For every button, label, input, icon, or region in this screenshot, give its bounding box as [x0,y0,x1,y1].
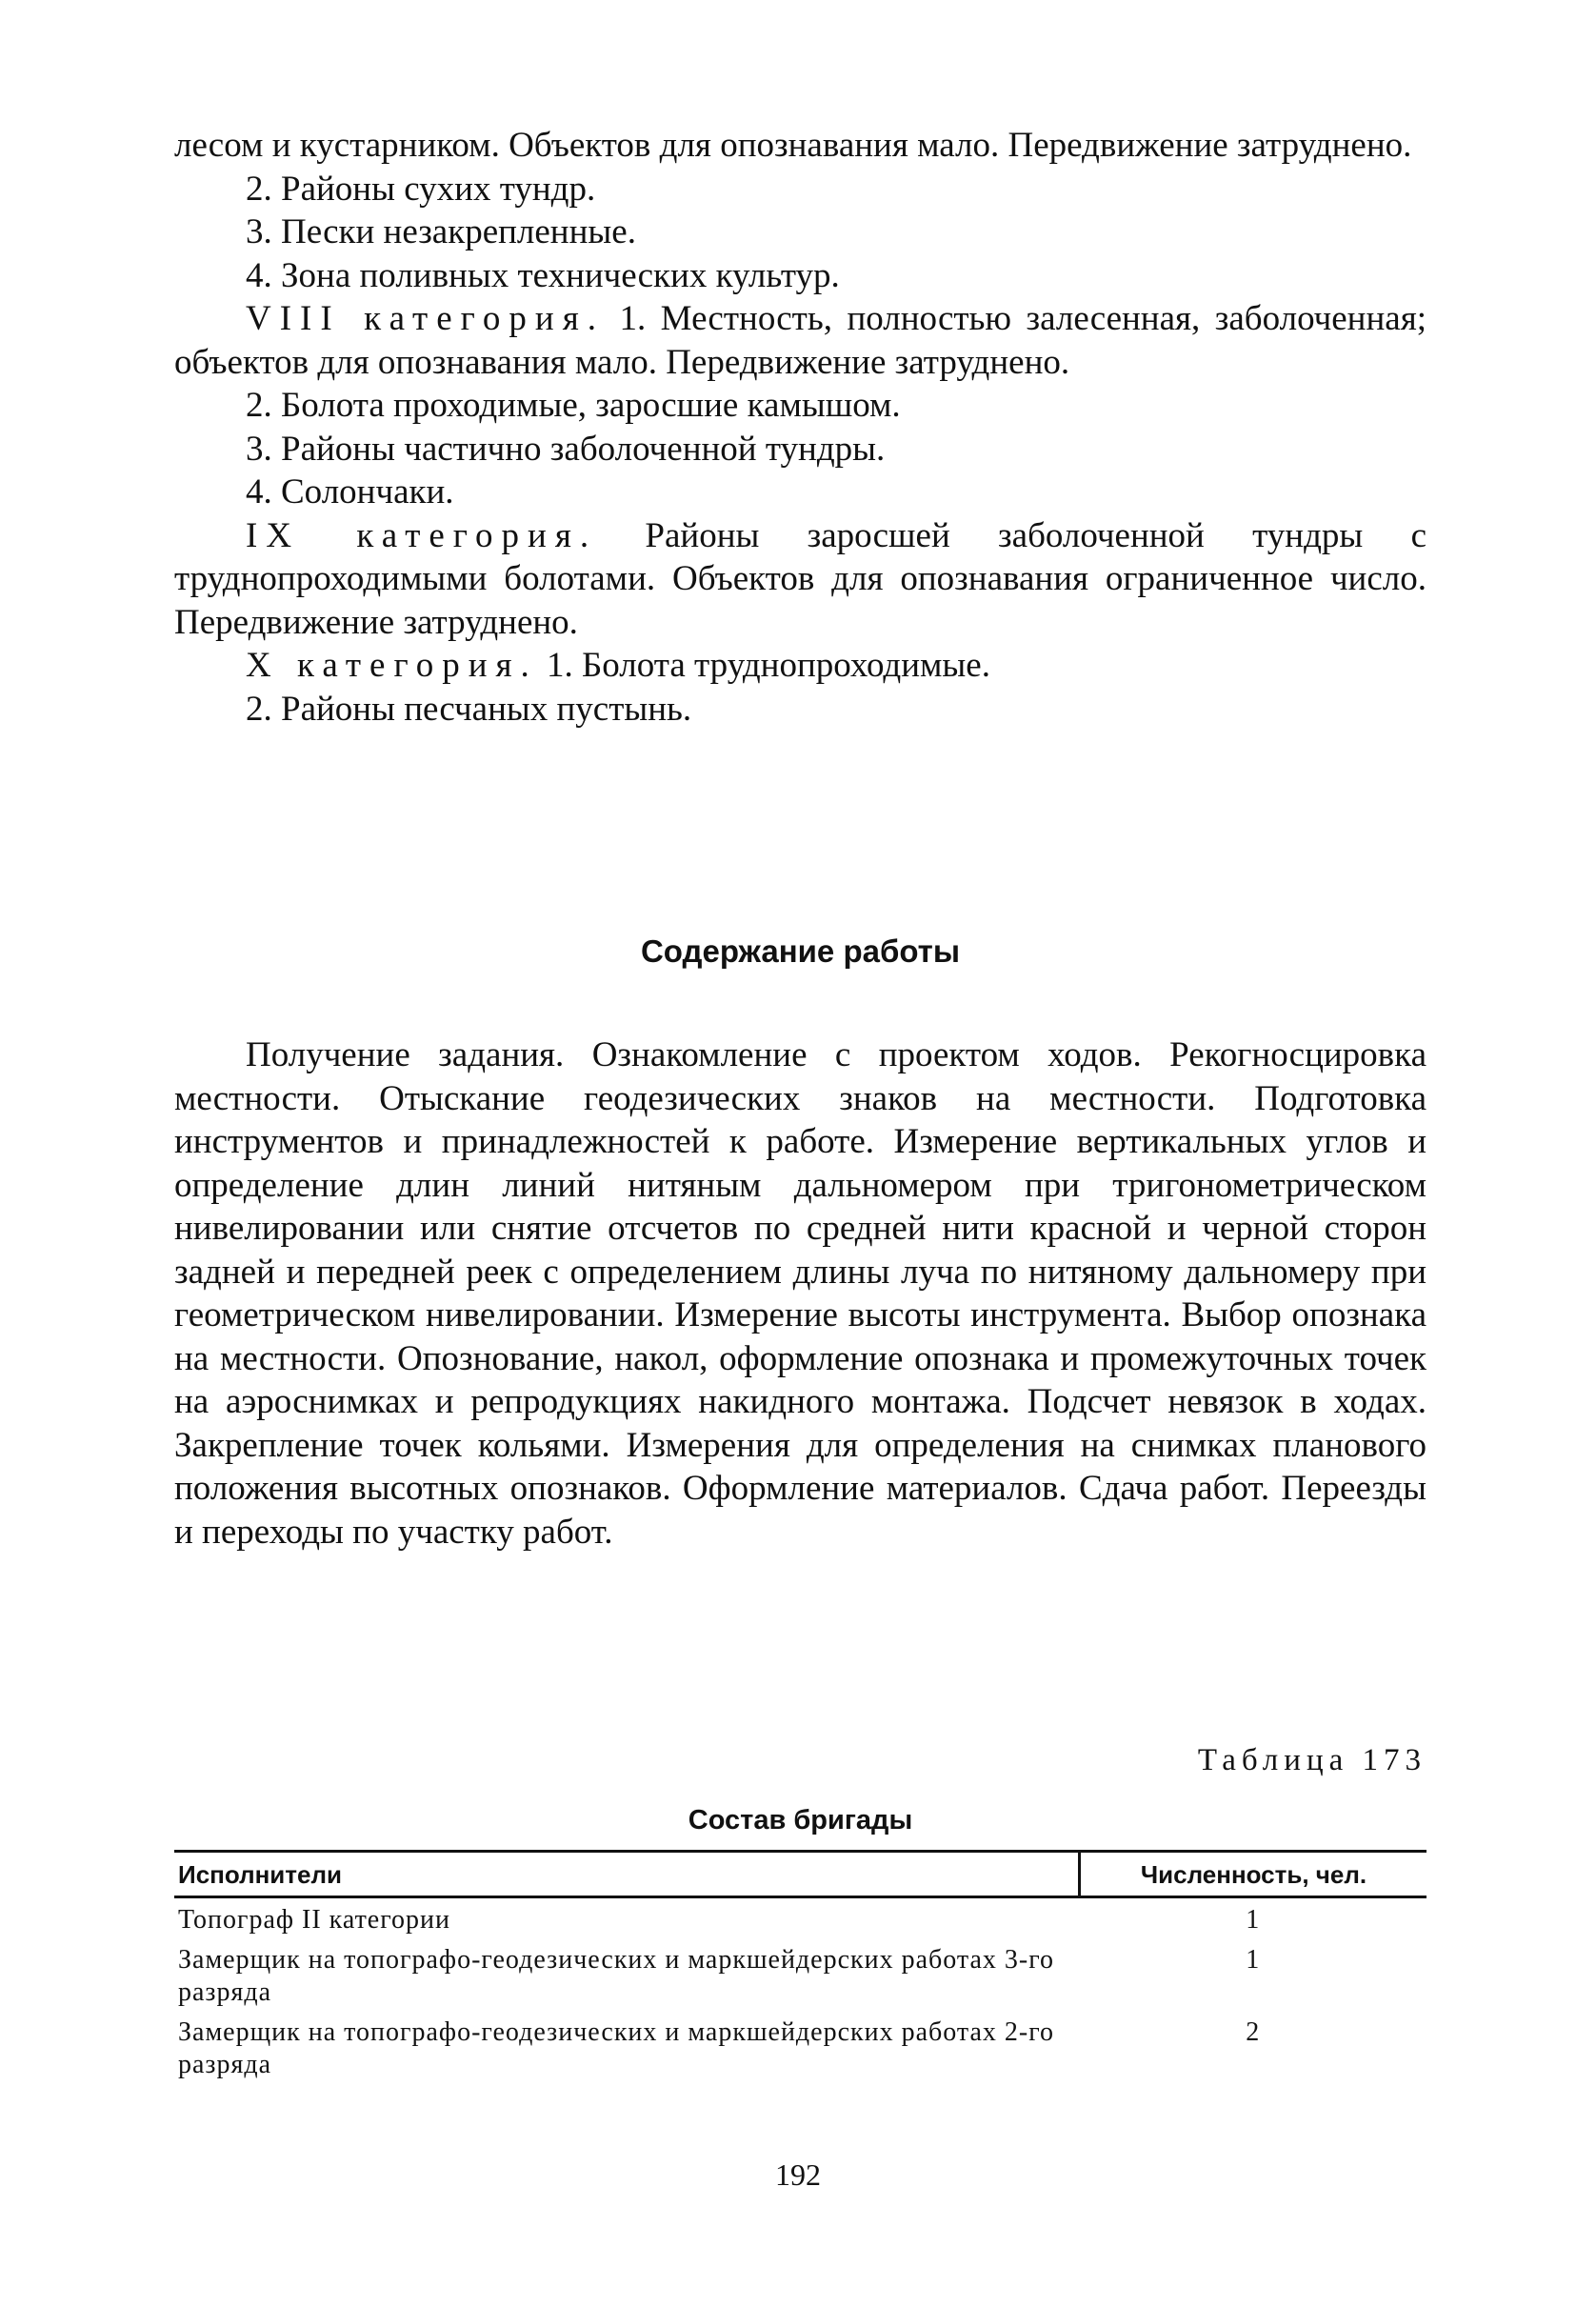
category-10-text: 1. Болота труднопроходимые. [537,646,990,685]
category-8-label: VIII категория. [246,299,605,338]
count-cell: 2 [1246,2017,1261,2047]
list-item: 4. Зона поливных технических культур. [246,255,840,295]
section-heading: Содержание работы [640,933,961,969]
list-item: 3. Пески незакрепленные. [246,212,636,251]
document-page [174,124,1427,2079]
category-8-paragraph [174,297,1426,384]
category-9-label: IX категория. [246,515,598,555]
table-row [174,1938,1426,2011]
brigade-table [174,1850,1426,2083]
table-row [174,1897,1426,1939]
count-cell: 1 [1246,1905,1261,1935]
continuation-paragraph: лесом и кустарником. Объектов для опознавания мало. Передвижение затруднено. [174,126,1412,165]
performer-cell: Топограф II категории [178,1905,450,1935]
category-10-label: X категория. [246,646,538,685]
table-header-row [174,1852,1426,1897]
performer-cell: Замерщик на топографо-геодезических и маркшейдерских работах 3-го разряда [178,1945,1055,2007]
performer-cell: Замерщик на топографо-геодезических и маркшейдерских работах 2-го разряда [178,2017,1055,2079]
table-caption: Состав бригады [688,1805,913,1836]
list-item: 4. Солончаки. [246,472,454,512]
list-item: 2. Районы сухих тундр. [246,169,596,209]
category-8-text: 1. Местность, полностью залесенная, заболоченная; объектов для опознавания мало. Передвижение затруднено. [174,299,1427,382]
list-item: 2. Районы песчаных пустынь. [246,689,692,729]
table-number: Таблица 173 [1197,1743,1426,1777]
page-number: 192 [775,2157,821,2192]
list-item: 2. Болота проходимые, заросшие камышом. [246,386,901,425]
category-9-paragraph [174,514,1426,645]
count-cell: 1 [1246,1945,1261,1975]
table-row [174,2011,1426,2083]
work-content-paragraph: Получение задания. Ознакомление с проектом ходов. Рекогносцировка местности. Отыскание геодезических знаков на местности. Подготовка инструментов и принадлежностей к работе. Измерение вертикальных углов и определение длин линий нитяным дальномером при тригонометрическом нивелировании или снятие отсчетов по средней нити красной и черной сторон задней и передней реек с определением длины луча по нитяному дальномеру при геометрическом нивелировании. Измерение высоты инструмента. Выбор опознака на местности. Опознование, накол, оформление опознака и промежуточных точек на аэроснимках и репродукциях накидного монтажа. Подсчет невязок в ходах. Закрепление точек кольями. Измерения для определения на снимках планового положения высотных опознаков. Оформление материалов. Сдача работ. Переезды и переходы по участку работ. [174,1035,1426,1552]
header-count: Численность, чел. [1080,1852,1427,1897]
category-9-text: Районы заросшей заболоченной тундры с труднопроходимыми болотами. Объектов для опознавания ограниченное число. Передвижение затруднено. [174,515,1426,642]
list-item: 3. Районы частично заболоченной тундры. [246,429,886,469]
header-performers: Исполнители [174,1852,1080,1897]
category-10-paragraph [174,644,1426,688]
